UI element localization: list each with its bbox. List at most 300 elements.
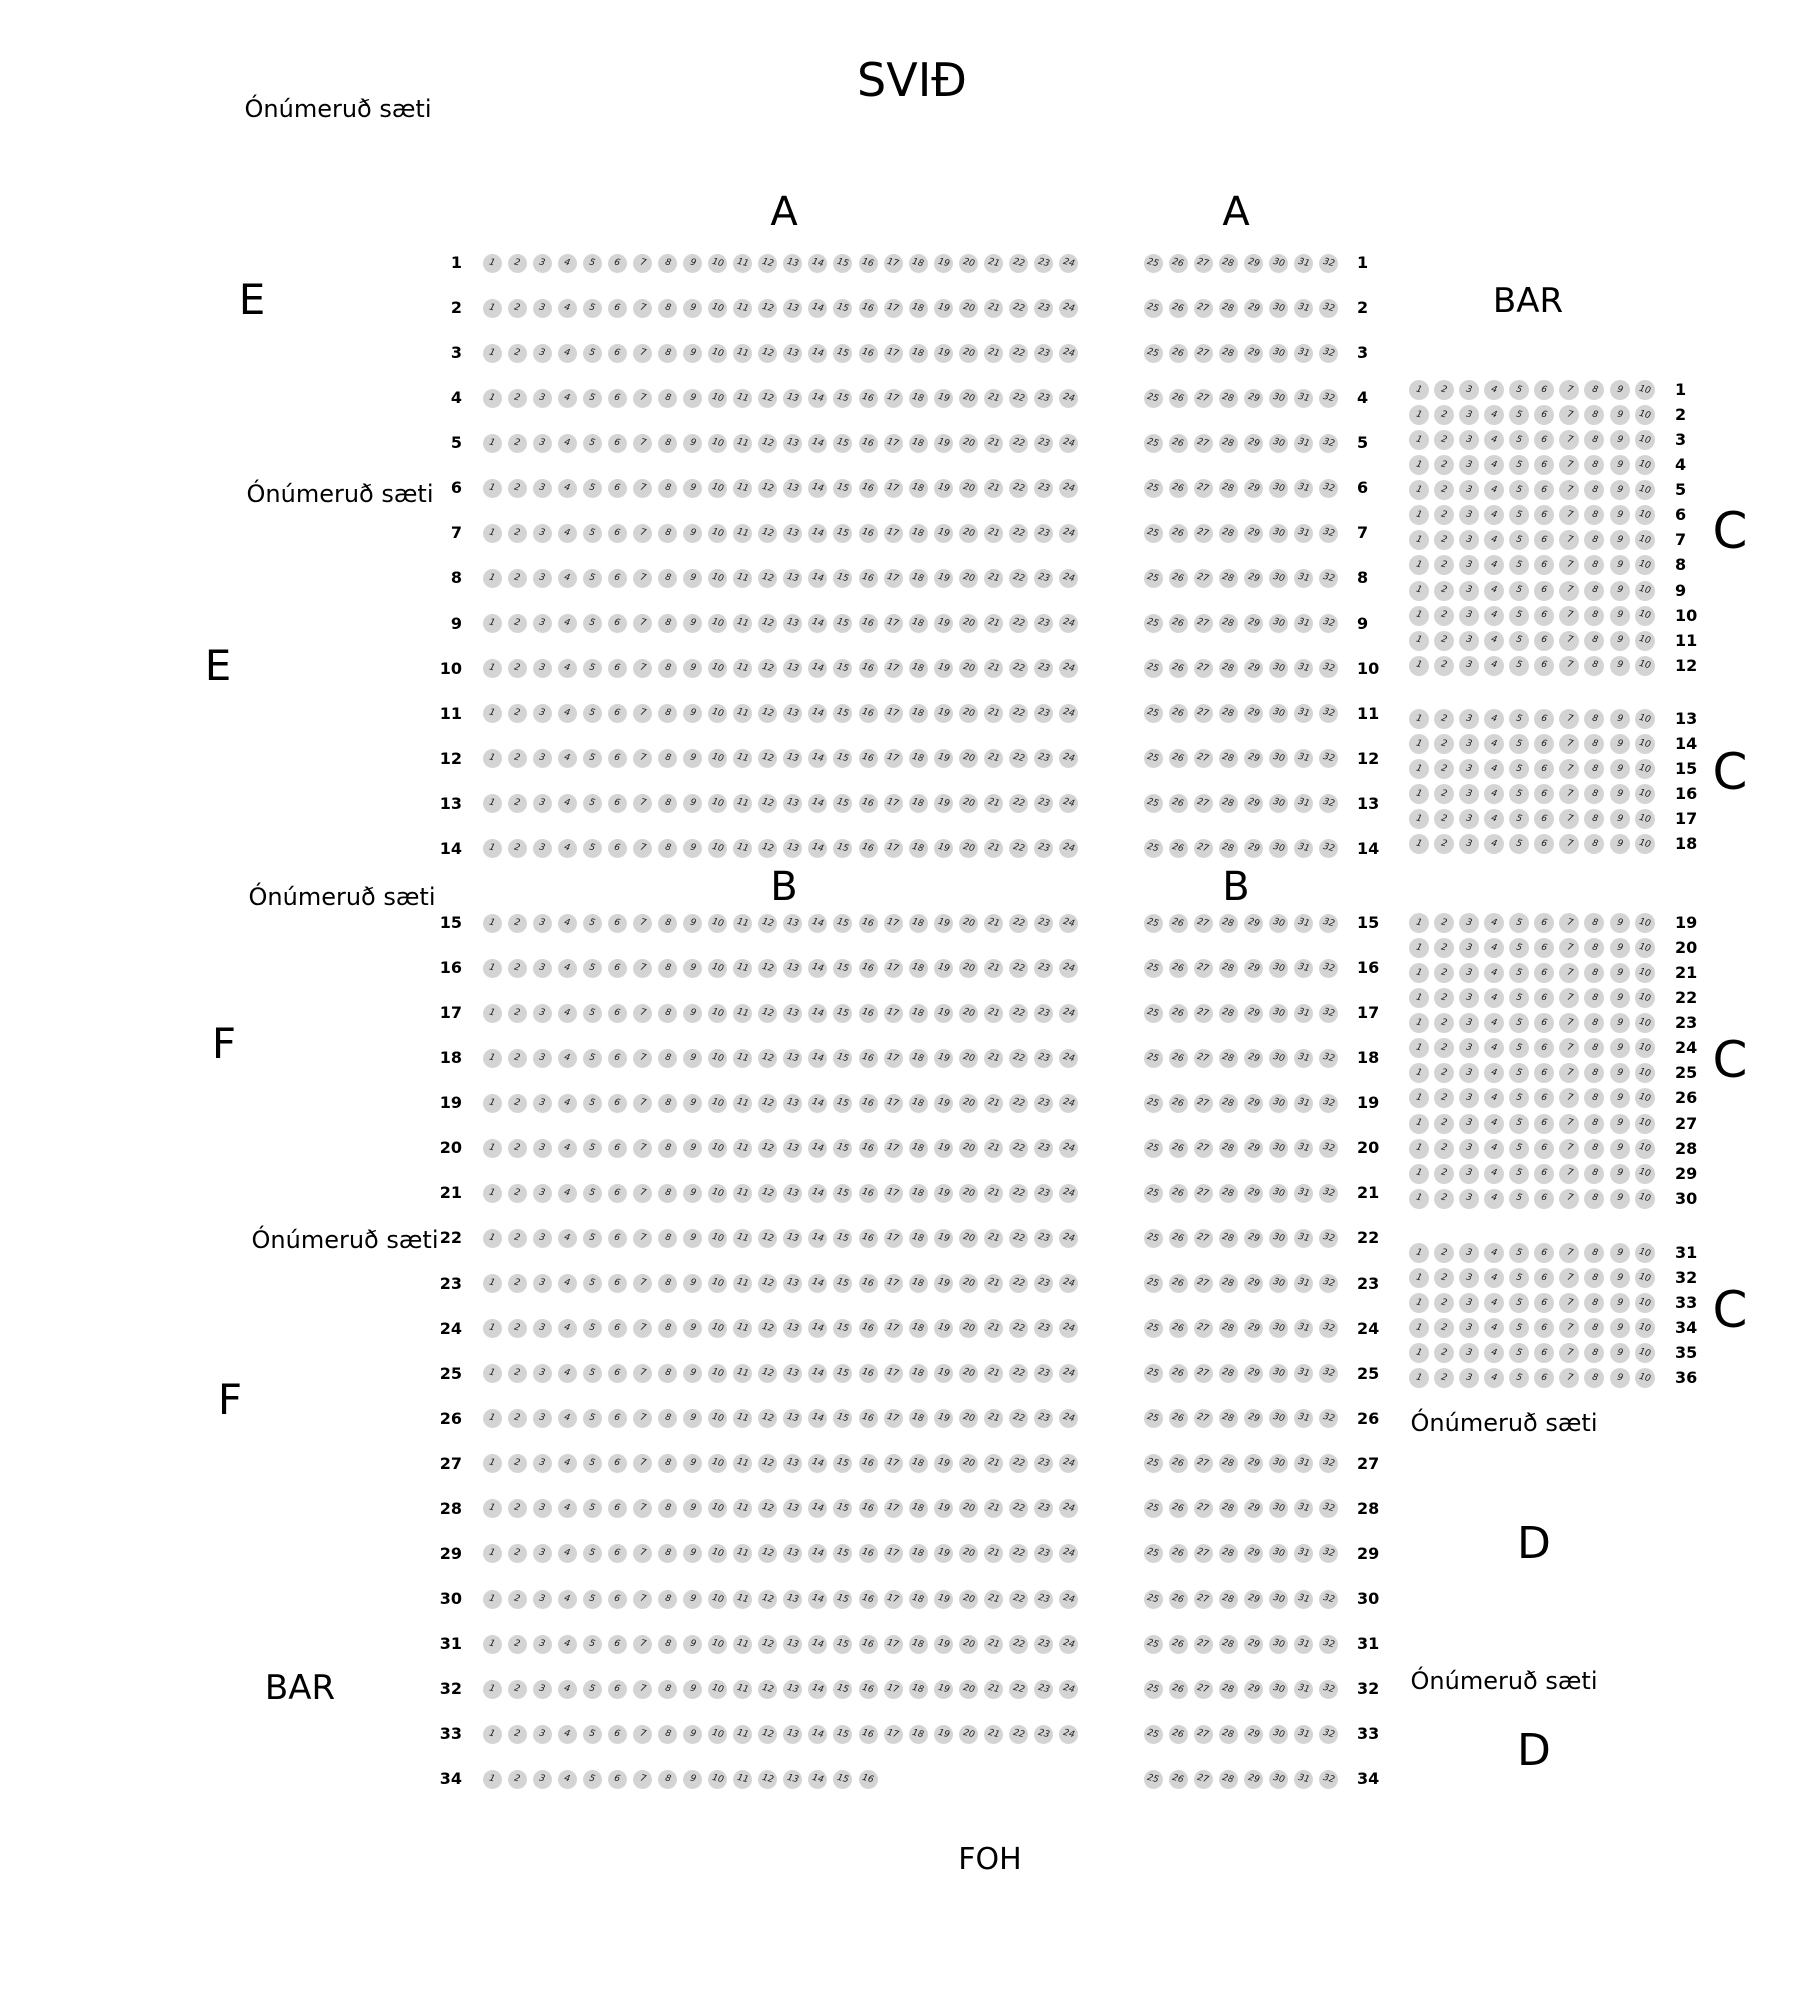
seat-B-29-5[interactable]: 5 <box>583 1544 602 1563</box>
seat-C-3-2[interactable]: 2 <box>1434 430 1454 450</box>
seat-B-16-2[interactable]: 2 <box>508 959 527 978</box>
seat-A-9-8[interactable]: 8 <box>658 614 677 633</box>
seat-A-1-15[interactable]: 15 <box>833 254 852 273</box>
seat-C-30-5[interactable]: 5 <box>1509 1189 1529 1209</box>
seat-A-10-10[interactable]: 10 <box>708 659 727 678</box>
seat-B-27-6[interactable]: 6 <box>608 1454 627 1473</box>
seat-B-16-18[interactable]: 18 <box>909 959 928 978</box>
seat-B-20-26[interactable]: 26 <box>1169 1139 1188 1158</box>
seat-B-27-7[interactable]: 7 <box>633 1454 652 1473</box>
seat-A-9-27[interactable]: 27 <box>1194 614 1213 633</box>
seat-B-18-17[interactable]: 17 <box>884 1049 903 1068</box>
seat-A-3-28[interactable]: 28 <box>1219 344 1238 363</box>
seat-B-33-18[interactable]: 18 <box>909 1725 928 1744</box>
seat-B-23-29[interactable]: 29 <box>1244 1274 1263 1293</box>
seat-C-14-5[interactable]: 5 <box>1509 734 1529 754</box>
seat-B-31-25[interactable]: 25 <box>1144 1635 1163 1654</box>
seat-C-22-9[interactable]: 9 <box>1610 988 1630 1008</box>
seat-C-34-3[interactable]: 3 <box>1459 1318 1479 1338</box>
seat-B-23-31[interactable]: 31 <box>1294 1274 1313 1293</box>
seat-B-25-5[interactable]: 5 <box>583 1364 602 1383</box>
seat-A-5-6[interactable]: 6 <box>608 434 627 453</box>
seat-B-19-32[interactable]: 32 <box>1319 1094 1338 1113</box>
seat-B-15-3[interactable]: 3 <box>533 914 552 933</box>
seat-B-18-26[interactable]: 26 <box>1169 1049 1188 1068</box>
seat-C-21-7[interactable]: 7 <box>1559 963 1579 983</box>
seat-C-24-8[interactable]: 8 <box>1584 1038 1604 1058</box>
seat-B-15-32[interactable]: 32 <box>1319 914 1338 933</box>
seat-B-31-11[interactable]: 11 <box>733 1635 752 1654</box>
seat-A-14-19[interactable]: 19 <box>934 839 953 858</box>
seat-B-34-15[interactable]: 15 <box>833 1770 852 1789</box>
seat-B-32-1[interactable]: 1 <box>483 1680 502 1699</box>
seat-B-26-7[interactable]: 7 <box>633 1409 652 1428</box>
seat-A-5-29[interactable]: 29 <box>1244 434 1263 453</box>
seat-C-35-2[interactable]: 2 <box>1434 1343 1454 1363</box>
seat-A-4-14[interactable]: 14 <box>808 389 827 408</box>
seat-B-17-7[interactable]: 7 <box>633 1004 652 1023</box>
seat-B-18-8[interactable]: 8 <box>658 1049 677 1068</box>
seat-C-25-8[interactable]: 8 <box>1584 1063 1604 1083</box>
seat-B-34-25[interactable]: 25 <box>1144 1770 1163 1789</box>
seat-B-21-25[interactable]: 25 <box>1144 1184 1163 1203</box>
seat-B-21-1[interactable]: 1 <box>483 1184 502 1203</box>
seat-B-26-19[interactable]: 19 <box>934 1409 953 1428</box>
seat-B-22-10[interactable]: 10 <box>708 1229 727 1248</box>
seat-B-30-9[interactable]: 9 <box>683 1590 702 1609</box>
seat-C-5-6[interactable]: 6 <box>1534 480 1554 500</box>
seat-A-1-11[interactable]: 11 <box>733 254 752 273</box>
seat-C-22-10[interactable]: 10 <box>1635 988 1655 1008</box>
seat-A-4-3[interactable]: 3 <box>533 389 552 408</box>
seat-C-8-5[interactable]: 5 <box>1509 555 1529 575</box>
seat-B-22-22[interactable]: 22 <box>1009 1229 1028 1248</box>
seat-A-9-13[interactable]: 13 <box>783 614 802 633</box>
seat-B-32-15[interactable]: 15 <box>833 1680 852 1699</box>
seat-C-13-3[interactable]: 3 <box>1459 709 1479 729</box>
seat-B-24-25[interactable]: 25 <box>1144 1319 1163 1338</box>
seat-B-26-20[interactable]: 20 <box>959 1409 978 1428</box>
seat-B-30-18[interactable]: 18 <box>909 1590 928 1609</box>
seat-A-6-8[interactable]: 8 <box>658 479 677 498</box>
seat-B-15-13[interactable]: 13 <box>783 914 802 933</box>
seat-C-11-10[interactable]: 10 <box>1635 631 1655 651</box>
seat-C-12-1[interactable]: 1 <box>1409 656 1429 676</box>
seat-C-31-1[interactable]: 1 <box>1409 1243 1429 1263</box>
seat-C-28-2[interactable]: 2 <box>1434 1139 1454 1159</box>
seat-C-32-3[interactable]: 3 <box>1459 1268 1479 1288</box>
seat-C-23-5[interactable]: 5 <box>1509 1013 1529 1033</box>
seat-B-20-28[interactable]: 28 <box>1219 1139 1238 1158</box>
seat-C-21-10[interactable]: 10 <box>1635 963 1655 983</box>
seat-C-24-4[interactable]: 4 <box>1484 1038 1504 1058</box>
seat-B-22-5[interactable]: 5 <box>583 1229 602 1248</box>
seat-A-10-27[interactable]: 27 <box>1194 659 1213 678</box>
seat-C-29-2[interactable]: 2 <box>1434 1164 1454 1184</box>
seat-B-23-26[interactable]: 26 <box>1169 1274 1188 1293</box>
seat-A-2-10[interactable]: 10 <box>708 299 727 318</box>
seat-A-4-4[interactable]: 4 <box>558 389 577 408</box>
seat-C-19-9[interactable]: 9 <box>1610 913 1630 933</box>
seat-A-10-8[interactable]: 8 <box>658 659 677 678</box>
seat-B-22-7[interactable]: 7 <box>633 1229 652 1248</box>
seat-A-10-20[interactable]: 20 <box>959 659 978 678</box>
seat-B-21-11[interactable]: 11 <box>733 1184 752 1203</box>
seat-A-11-30[interactable]: 30 <box>1269 704 1288 723</box>
seat-A-9-9[interactable]: 9 <box>683 614 702 633</box>
seat-B-29-15[interactable]: 15 <box>833 1544 852 1563</box>
seat-A-8-9[interactable]: 9 <box>683 569 702 588</box>
seat-C-11-1[interactable]: 1 <box>1409 631 1429 651</box>
seat-B-32-19[interactable]: 19 <box>934 1680 953 1699</box>
seat-C-4-8[interactable]: 8 <box>1584 455 1604 475</box>
seat-C-30-2[interactable]: 2 <box>1434 1189 1454 1209</box>
seat-B-21-20[interactable]: 20 <box>959 1184 978 1203</box>
seat-C-35-1[interactable]: 1 <box>1409 1343 1429 1363</box>
seat-B-17-12[interactable]: 12 <box>758 1004 777 1023</box>
seat-A-1-6[interactable]: 6 <box>608 254 627 273</box>
seat-A-2-26[interactable]: 26 <box>1169 299 1188 318</box>
seat-B-16-7[interactable]: 7 <box>633 959 652 978</box>
seat-A-7-15[interactable]: 15 <box>833 524 852 543</box>
seat-C-33-3[interactable]: 3 <box>1459 1293 1479 1313</box>
seat-A-13-22[interactable]: 22 <box>1009 794 1028 813</box>
seat-B-29-8[interactable]: 8 <box>658 1544 677 1563</box>
seat-A-11-4[interactable]: 4 <box>558 704 577 723</box>
seat-A-5-15[interactable]: 15 <box>833 434 852 453</box>
seat-C-5-2[interactable]: 2 <box>1434 480 1454 500</box>
seat-B-34-6[interactable]: 6 <box>608 1770 627 1789</box>
seat-B-15-11[interactable]: 11 <box>733 914 752 933</box>
seat-C-32-1[interactable]: 1 <box>1409 1268 1429 1288</box>
seat-B-33-11[interactable]: 11 <box>733 1725 752 1744</box>
seat-A-6-10[interactable]: 10 <box>708 479 727 498</box>
seat-C-20-9[interactable]: 9 <box>1610 938 1630 958</box>
seat-B-27-31[interactable]: 31 <box>1294 1454 1313 1473</box>
seat-A-6-27[interactable]: 27 <box>1194 479 1213 498</box>
seat-B-32-26[interactable]: 26 <box>1169 1680 1188 1699</box>
seat-C-19-10[interactable]: 10 <box>1635 913 1655 933</box>
seat-B-27-1[interactable]: 1 <box>483 1454 502 1473</box>
seat-B-26-23[interactable]: 23 <box>1034 1409 1053 1428</box>
seat-C-7-10[interactable]: 10 <box>1635 530 1655 550</box>
seat-A-14-16[interactable]: 16 <box>859 839 878 858</box>
seat-C-14-3[interactable]: 3 <box>1459 734 1479 754</box>
seat-B-30-10[interactable]: 10 <box>708 1590 727 1609</box>
seat-B-25-32[interactable]: 32 <box>1319 1364 1338 1383</box>
seat-C-1-9[interactable]: 9 <box>1610 380 1630 400</box>
seat-A-7-28[interactable]: 28 <box>1219 524 1238 543</box>
seat-A-2-14[interactable]: 14 <box>808 299 827 318</box>
seat-B-19-11[interactable]: 11 <box>733 1094 752 1113</box>
seat-A-2-27[interactable]: 27 <box>1194 299 1213 318</box>
seat-C-32-5[interactable]: 5 <box>1509 1268 1529 1288</box>
seat-B-20-25[interactable]: 25 <box>1144 1139 1163 1158</box>
seat-B-33-28[interactable]: 28 <box>1219 1725 1238 1744</box>
seat-A-2-15[interactable]: 15 <box>833 299 852 318</box>
seat-A-2-13[interactable]: 13 <box>783 299 802 318</box>
seat-C-4-6[interactable]: 6 <box>1534 455 1554 475</box>
seat-A-13-7[interactable]: 7 <box>633 794 652 813</box>
seat-B-30-19[interactable]: 19 <box>934 1590 953 1609</box>
seat-A-8-20[interactable]: 20 <box>959 569 978 588</box>
seat-B-22-12[interactable]: 12 <box>758 1229 777 1248</box>
seat-B-17-29[interactable]: 29 <box>1244 1004 1263 1023</box>
seat-B-20-1[interactable]: 1 <box>483 1139 502 1158</box>
seat-B-30-3[interactable]: 3 <box>533 1590 552 1609</box>
seat-A-11-13[interactable]: 13 <box>783 704 802 723</box>
seat-B-24-4[interactable]: 4 <box>558 1319 577 1338</box>
seat-B-18-6[interactable]: 6 <box>608 1049 627 1068</box>
seat-B-17-1[interactable]: 1 <box>483 1004 502 1023</box>
seat-A-10-13[interactable]: 13 <box>783 659 802 678</box>
seat-C-14-1[interactable]: 1 <box>1409 734 1429 754</box>
seat-A-14-6[interactable]: 6 <box>608 839 627 858</box>
seat-C-17-2[interactable]: 2 <box>1434 809 1454 829</box>
seat-B-18-12[interactable]: 12 <box>758 1049 777 1068</box>
seat-C-26-3[interactable]: 3 <box>1459 1088 1479 1108</box>
seat-C-32-7[interactable]: 7 <box>1559 1268 1579 1288</box>
seat-A-3-16[interactable]: 16 <box>859 344 878 363</box>
seat-C-29-8[interactable]: 8 <box>1584 1164 1604 1184</box>
seat-B-16-19[interactable]: 19 <box>934 959 953 978</box>
seat-B-24-21[interactable]: 21 <box>984 1319 1003 1338</box>
seat-B-17-22[interactable]: 22 <box>1009 1004 1028 1023</box>
seat-C-10-8[interactable]: 8 <box>1584 606 1604 626</box>
seat-B-29-22[interactable]: 22 <box>1009 1544 1028 1563</box>
seat-C-9-5[interactable]: 5 <box>1509 581 1529 601</box>
seat-B-20-20[interactable]: 20 <box>959 1139 978 1158</box>
seat-A-8-16[interactable]: 16 <box>859 569 878 588</box>
seat-B-31-30[interactable]: 30 <box>1269 1635 1288 1654</box>
seat-C-26-6[interactable]: 6 <box>1534 1088 1554 1108</box>
seat-B-23-5[interactable]: 5 <box>583 1274 602 1293</box>
seat-A-2-11[interactable]: 11 <box>733 299 752 318</box>
seat-A-14-13[interactable]: 13 <box>783 839 802 858</box>
seat-C-6-6[interactable]: 6 <box>1534 505 1554 525</box>
seat-A-2-31[interactable]: 31 <box>1294 299 1313 318</box>
seat-A-4-8[interactable]: 8 <box>658 389 677 408</box>
seat-C-12-3[interactable]: 3 <box>1459 656 1479 676</box>
seat-A-14-23[interactable]: 23 <box>1034 839 1053 858</box>
seat-A-13-17[interactable]: 17 <box>884 794 903 813</box>
seat-B-28-32[interactable]: 32 <box>1319 1499 1338 1518</box>
seat-A-4-11[interactable]: 11 <box>733 389 752 408</box>
seat-C-20-1[interactable]: 1 <box>1409 938 1429 958</box>
seat-B-26-29[interactable]: 29 <box>1244 1409 1263 1428</box>
seat-B-33-30[interactable]: 30 <box>1269 1725 1288 1744</box>
seat-A-8-11[interactable]: 11 <box>733 569 752 588</box>
seat-B-15-15[interactable]: 15 <box>833 914 852 933</box>
seat-A-8-21[interactable]: 21 <box>984 569 1003 588</box>
seat-C-24-6[interactable]: 6 <box>1534 1038 1554 1058</box>
seat-A-11-5[interactable]: 5 <box>583 704 602 723</box>
seat-C-36-10[interactable]: 10 <box>1635 1368 1655 1388</box>
seat-A-1-10[interactable]: 10 <box>708 254 727 273</box>
seat-C-29-4[interactable]: 4 <box>1484 1164 1504 1184</box>
seat-A-5-32[interactable]: 32 <box>1319 434 1338 453</box>
seat-B-16-29[interactable]: 29 <box>1244 959 1263 978</box>
seat-B-20-8[interactable]: 8 <box>658 1139 677 1158</box>
seat-B-21-13[interactable]: 13 <box>783 1184 802 1203</box>
seat-A-14-2[interactable]: 2 <box>508 839 527 858</box>
seat-C-31-8[interactable]: 8 <box>1584 1243 1604 1263</box>
seat-B-17-17[interactable]: 17 <box>884 1004 903 1023</box>
seat-A-12-16[interactable]: 16 <box>859 749 878 768</box>
seat-B-16-31[interactable]: 31 <box>1294 959 1313 978</box>
seat-A-12-25[interactable]: 25 <box>1144 749 1163 768</box>
seat-C-10-2[interactable]: 2 <box>1434 606 1454 626</box>
seat-B-30-26[interactable]: 26 <box>1169 1590 1188 1609</box>
seat-B-21-12[interactable]: 12 <box>758 1184 777 1203</box>
seat-C-4-3[interactable]: 3 <box>1459 455 1479 475</box>
seat-C-23-7[interactable]: 7 <box>1559 1013 1579 1033</box>
seat-A-7-12[interactable]: 12 <box>758 524 777 543</box>
seat-B-24-18[interactable]: 18 <box>909 1319 928 1338</box>
seat-B-24-23[interactable]: 23 <box>1034 1319 1053 1338</box>
seat-A-3-21[interactable]: 21 <box>984 344 1003 363</box>
seat-B-28-29[interactable]: 29 <box>1244 1499 1263 1518</box>
seat-A-13-15[interactable]: 15 <box>833 794 852 813</box>
seat-B-21-31[interactable]: 31 <box>1294 1184 1313 1203</box>
seat-C-4-2[interactable]: 2 <box>1434 455 1454 475</box>
seat-B-18-10[interactable]: 10 <box>708 1049 727 1068</box>
seat-C-27-3[interactable]: 3 <box>1459 1114 1479 1134</box>
seat-B-27-8[interactable]: 8 <box>658 1454 677 1473</box>
seat-B-24-32[interactable]: 32 <box>1319 1319 1338 1338</box>
seat-B-33-32[interactable]: 32 <box>1319 1725 1338 1744</box>
seat-B-15-29[interactable]: 29 <box>1244 914 1263 933</box>
seat-A-7-18[interactable]: 18 <box>909 524 928 543</box>
seat-B-32-8[interactable]: 8 <box>658 1680 677 1699</box>
seat-C-9-6[interactable]: 6 <box>1534 581 1554 601</box>
seat-A-3-27[interactable]: 27 <box>1194 344 1213 363</box>
seat-B-20-19[interactable]: 19 <box>934 1139 953 1158</box>
seat-C-12-2[interactable]: 2 <box>1434 656 1454 676</box>
seat-A-6-11[interactable]: 11 <box>733 479 752 498</box>
seat-B-24-7[interactable]: 7 <box>633 1319 652 1338</box>
seat-A-6-15[interactable]: 15 <box>833 479 852 498</box>
seat-A-6-6[interactable]: 6 <box>608 479 627 498</box>
seat-A-7-22[interactable]: 22 <box>1009 524 1028 543</box>
seat-A-3-29[interactable]: 29 <box>1244 344 1263 363</box>
seat-B-23-22[interactable]: 22 <box>1009 1274 1028 1293</box>
seat-C-11-4[interactable]: 4 <box>1484 631 1504 651</box>
seat-B-30-1[interactable]: 1 <box>483 1590 502 1609</box>
seat-B-32-29[interactable]: 29 <box>1244 1680 1263 1699</box>
seat-C-19-8[interactable]: 8 <box>1584 913 1604 933</box>
seat-C-20-6[interactable]: 6 <box>1534 938 1554 958</box>
seat-C-21-8[interactable]: 8 <box>1584 963 1604 983</box>
seat-C-8-3[interactable]: 3 <box>1459 555 1479 575</box>
seat-B-33-10[interactable]: 10 <box>708 1725 727 1744</box>
seat-B-23-30[interactable]: 30 <box>1269 1274 1288 1293</box>
seat-C-21-6[interactable]: 6 <box>1534 963 1554 983</box>
seat-A-1-7[interactable]: 7 <box>633 254 652 273</box>
seat-C-2-1[interactable]: 1 <box>1409 405 1429 425</box>
seat-A-7-19[interactable]: 19 <box>934 524 953 543</box>
seat-C-22-2[interactable]: 2 <box>1434 988 1454 1008</box>
seat-B-28-27[interactable]: 27 <box>1194 1499 1213 1518</box>
seat-A-13-12[interactable]: 12 <box>758 794 777 813</box>
seat-C-28-1[interactable]: 1 <box>1409 1139 1429 1159</box>
seat-B-30-27[interactable]: 27 <box>1194 1590 1213 1609</box>
seat-A-2-17[interactable]: 17 <box>884 299 903 318</box>
seat-C-5-4[interactable]: 4 <box>1484 480 1504 500</box>
seat-B-24-24[interactable]: 24 <box>1059 1319 1078 1338</box>
seat-A-12-14[interactable]: 14 <box>808 749 827 768</box>
seat-B-17-15[interactable]: 15 <box>833 1004 852 1023</box>
seat-B-31-23[interactable]: 23 <box>1034 1635 1053 1654</box>
seat-C-13-5[interactable]: 5 <box>1509 709 1529 729</box>
seat-C-13-10[interactable]: 10 <box>1635 709 1655 729</box>
seat-C-28-7[interactable]: 7 <box>1559 1139 1579 1159</box>
seat-A-4-1[interactable]: 1 <box>483 389 502 408</box>
seat-B-21-14[interactable]: 14 <box>808 1184 827 1203</box>
seat-B-17-5[interactable]: 5 <box>583 1004 602 1023</box>
seat-B-25-16[interactable]: 16 <box>859 1364 878 1383</box>
seat-B-27-19[interactable]: 19 <box>934 1454 953 1473</box>
seat-A-10-21[interactable]: 21 <box>984 659 1003 678</box>
seat-B-15-4[interactable]: 4 <box>558 914 577 933</box>
seat-C-17-6[interactable]: 6 <box>1534 809 1554 829</box>
seat-B-28-28[interactable]: 28 <box>1219 1499 1238 1518</box>
seat-A-14-26[interactable]: 26 <box>1169 839 1188 858</box>
seat-A-10-7[interactable]: 7 <box>633 659 652 678</box>
seat-C-20-4[interactable]: 4 <box>1484 938 1504 958</box>
seat-C-27-4[interactable]: 4 <box>1484 1114 1504 1134</box>
seat-C-18-2[interactable]: 2 <box>1434 834 1454 854</box>
seat-C-9-10[interactable]: 10 <box>1635 581 1655 601</box>
seat-A-9-24[interactable]: 24 <box>1059 614 1078 633</box>
seat-C-7-4[interactable]: 4 <box>1484 530 1504 550</box>
seat-C-1-10[interactable]: 10 <box>1635 380 1655 400</box>
seat-A-6-26[interactable]: 26 <box>1169 479 1188 498</box>
seat-B-32-31[interactable]: 31 <box>1294 1680 1313 1699</box>
seat-C-6-4[interactable]: 4 <box>1484 505 1504 525</box>
seat-B-25-14[interactable]: 14 <box>808 1364 827 1383</box>
seat-A-1-27[interactable]: 27 <box>1194 254 1213 273</box>
seat-B-25-8[interactable]: 8 <box>658 1364 677 1383</box>
seat-A-1-23[interactable]: 23 <box>1034 254 1053 273</box>
seat-A-12-6[interactable]: 6 <box>608 749 627 768</box>
seat-A-12-26[interactable]: 26 <box>1169 749 1188 768</box>
seat-C-17-10[interactable]: 10 <box>1635 809 1655 829</box>
seat-B-19-12[interactable]: 12 <box>758 1094 777 1113</box>
seat-A-4-18[interactable]: 18 <box>909 389 928 408</box>
seat-B-33-12[interactable]: 12 <box>758 1725 777 1744</box>
seat-B-20-14[interactable]: 14 <box>808 1139 827 1158</box>
seat-A-3-25[interactable]: 25 <box>1144 344 1163 363</box>
seat-C-32-8[interactable]: 8 <box>1584 1268 1604 1288</box>
seat-C-31-4[interactable]: 4 <box>1484 1243 1504 1263</box>
seat-A-3-22[interactable]: 22 <box>1009 344 1028 363</box>
seat-B-27-5[interactable]: 5 <box>583 1454 602 1473</box>
seat-B-31-16[interactable]: 16 <box>859 1635 878 1654</box>
seat-B-33-13[interactable]: 13 <box>783 1725 802 1744</box>
seat-A-4-2[interactable]: 2 <box>508 389 527 408</box>
seat-A-1-30[interactable]: 30 <box>1269 254 1288 273</box>
seat-A-13-32[interactable]: 32 <box>1319 794 1338 813</box>
seat-B-20-12[interactable]: 12 <box>758 1139 777 1158</box>
seat-B-30-31[interactable]: 31 <box>1294 1590 1313 1609</box>
seat-C-12-10[interactable]: 10 <box>1635 656 1655 676</box>
seat-C-31-2[interactable]: 2 <box>1434 1243 1454 1263</box>
seat-A-5-11[interactable]: 11 <box>733 434 752 453</box>
seat-C-34-4[interactable]: 4 <box>1484 1318 1504 1338</box>
seat-A-2-20[interactable]: 20 <box>959 299 978 318</box>
seat-B-25-18[interactable]: 18 <box>909 1364 928 1383</box>
